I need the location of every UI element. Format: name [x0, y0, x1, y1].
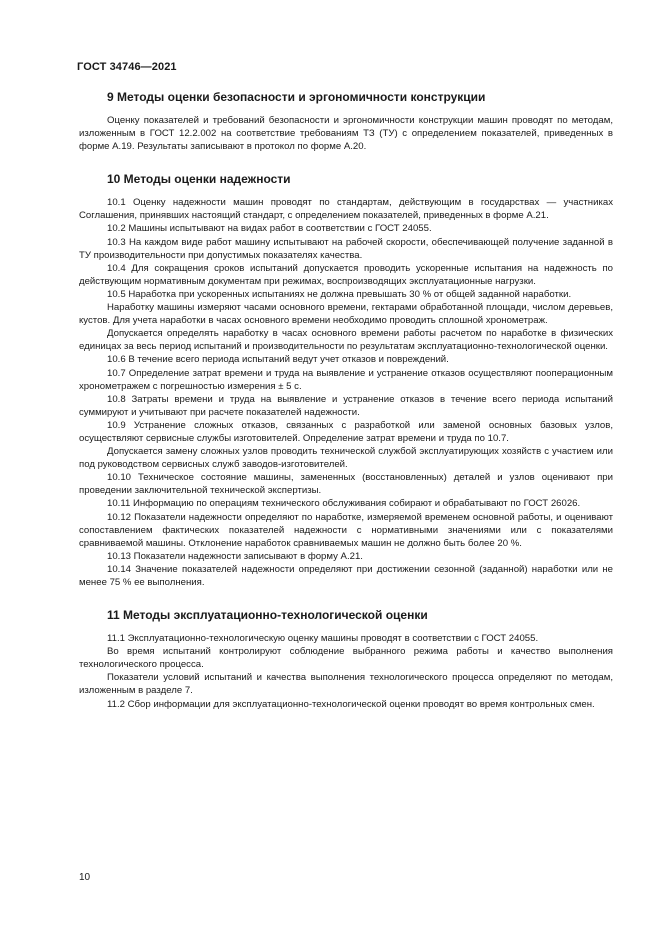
paragraph: Допускается замену сложных узлов проводить технической службой эксплуатирующих хозяйств с участием или под руководством сервисных служб заводов-изготовителей.	[79, 446, 613, 471]
paragraph: 10.6 В течение всего периода испытаний ведут учет отказов и повреждений.	[107, 354, 449, 366]
paragraph: 10.3 На каждом виде работ машину испытывают на рабочей скорости, обеспечивающей получение заданной в ТУ производительности при допустимых показателях качества.	[79, 236, 613, 261]
section-9	[79, 90, 613, 153]
paragraph: 10.12 Показатели надежности определяют по наработке, измеряемой временем основной работы, и оценивают сопоставлением фактических показателей надежности с нормативными значениями или с показателями сравниваемой машины. Отклонение наработок сравниваемых машин не должно быть более 20 %.	[79, 511, 613, 549]
paragraph: 10.5 Наработка при ускоренных испытаниях не должна превышать 30 % от общей заданной наработки.	[107, 288, 572, 300]
paragraph: 10.14 Значение показателей надежности определяют при достижении сезонной (заданной) наработки или не менее 75 % ее выполнения.	[79, 563, 613, 588]
paragraph: Показатели условий испытаний и качества выполнения технологического процесса определяют по методам, изложенным в разделе 7.	[79, 672, 613, 697]
paragraph: 10.11 Информацию по операциям технического обслуживания собирают и обрабатывают по ГОСТ 26026.	[107, 498, 581, 510]
document-body	[79, 90, 613, 730]
paragraph: 10.1 Оценку надежности машин проводят по стандартам, действующим в государствах — участниках Соглашения, принявших настоящий стандарт, с определением показателей, приведенных в форме А.21.	[79, 197, 613, 222]
section-11	[79, 608, 613, 711]
paragraph: Оценку показателей и требований безопасности и эргономичности конструкции машин проводят по методам, изложенным в ГОСТ 12.2.002 на соответствие требованиям ТЗ (ТУ) с определением показателей, приведенных в форме А.19. Результаты записывают в протокол по форме А.20.	[79, 115, 613, 153]
paragraph: 11.1 Эксплуатационно-технологическую оценку машины проводят в соответствии с ГОСТ 24055.	[107, 633, 539, 645]
section-title: 9 Методы оценки безопасности и эргономичности конструкции	[107, 90, 486, 104]
section-10	[79, 172, 613, 589]
paragraph: Наработку машины измеряют часами основного времени, гектарами обработанной площади, числом деревьев, кустов. Для учета наработки в часах основного времени необходимо проводить сплошной хронометраж.	[79, 302, 613, 327]
section-title: 11 Методы эксплуатационно-технологической оценки	[107, 608, 428, 623]
paragraph: 10.10 Техническое состояние машины, замененных (восстановленных) деталей и узлов оценивают при проведении заключительной технической экспертизы.	[79, 472, 613, 497]
paragraph: Допускается определять наработку в часах основного времени работы расчетом по наработке в физических единицах за весь период испытаний и производительности по результатам эксплуатационно-технологической оценки.	[79, 328, 613, 353]
paragraph: Во время испытаний контролируют соблюдение выбранного режима работы и качество выполнения технологического процесса.	[79, 646, 613, 671]
paragraph: 10.13 Показатели надежности записывают в форму А.21.	[107, 550, 363, 562]
standard-header: ГОСТ 34746—2021	[77, 61, 177, 73]
paragraph: 10.2 Машины испытывают на видах работ в соответствии с ГОСТ 24055.	[107, 223, 432, 235]
paragraph: 10.4 Для сокращения сроков испытаний допускается проводить ускоренные испытания на надежность по действующим нормативным документам при режимах, воспроизводящих эксплуатационные нагрузки.	[79, 262, 613, 287]
paragraph: 10.7 Определение затрат времени и труда на выявление и устранение отказов осуществляют пооперационным хронометражем с погрешностью измерения ± 5 с.	[79, 367, 613, 392]
page-number: 10	[79, 872, 91, 883]
paragraph: 10.8 Затраты времени и труда на выявление и устранение отказов в течение всего периода испытаний суммируют и учитывают при расчете показателей надежности.	[79, 393, 613, 418]
paragraph: 10.9 Устранение сложных отказов, связанных с разработкой или заменой основных базовых узлов, осуществляют сервисные службы изготовителей. Определение затрат времени и труда по 10.7.	[79, 419, 613, 444]
section-title: 10 Методы оценки надежности	[107, 172, 291, 187]
paragraph: 11.2 Сбор информации для эксплуатационно-технологической оценки проводят во время контрольных смен.	[107, 698, 595, 710]
